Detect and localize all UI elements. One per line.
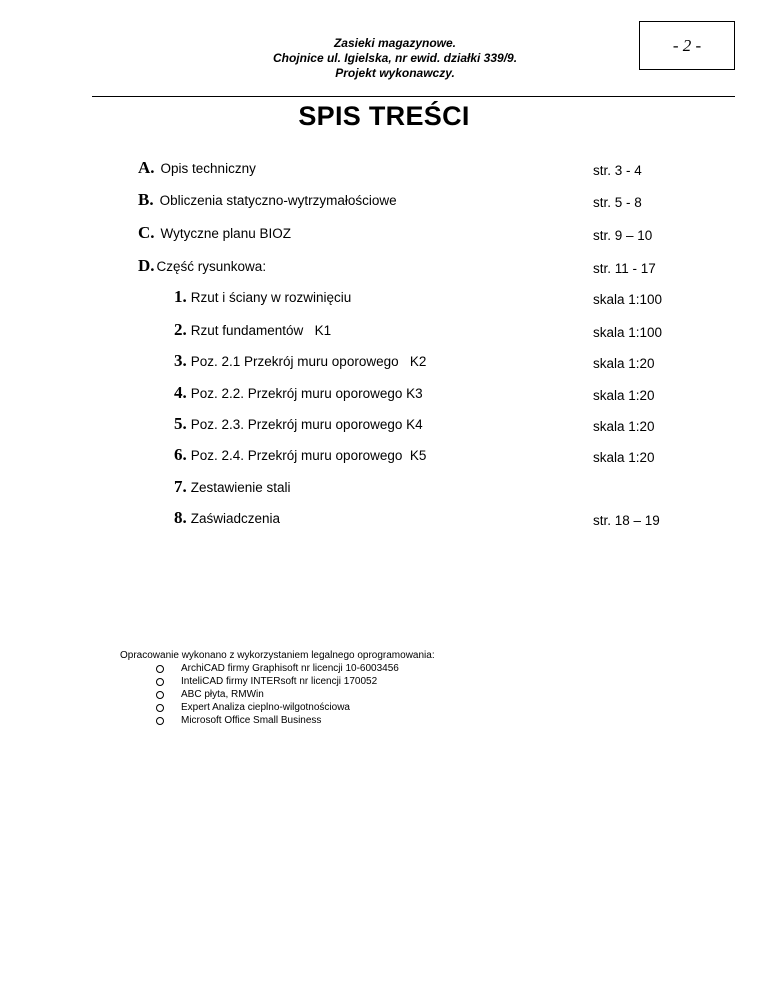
drawing-label: Zestawienie stali [190, 480, 291, 495]
header-project-name: Zasieki magazynowe. [333, 36, 457, 50]
section-letter: A. [138, 158, 155, 177]
toc-drawing-8 [174, 508, 280, 528]
toc-section-d [138, 256, 266, 276]
toc-drawing-6 [174, 445, 426, 465]
drawing-label: Poz. 2.3. Przekrój muru oporowego K4 [190, 417, 423, 432]
section-letter: C. [138, 223, 155, 242]
drawing-label: Zaświadczenia [190, 511, 281, 526]
circle-bullet-icon [156, 678, 164, 686]
drawing-number: 8. [174, 508, 187, 527]
drawing-scale: skala 1:20 [593, 419, 655, 434]
list-item [156, 688, 399, 701]
software-list [156, 662, 399, 727]
page-number: - 2 - [672, 35, 702, 55]
section-label: Obliczenia statyczno-wytrzymałościowe [159, 193, 397, 208]
drawing-scale: str. 18 – 19 [593, 513, 660, 528]
drawing-number: 4. [174, 383, 187, 402]
drawing-number: 3. [174, 351, 187, 370]
software-name: Microsoft Office Small Business [181, 715, 322, 726]
drawing-scale: skala 1:100 [593, 292, 663, 307]
software-intro: Opracowanie wykonano z wykorzystaniem legalnego oprogramowania: [120, 650, 435, 661]
document-header [210, 36, 580, 81]
drawing-scale: skala 1:20 [593, 356, 655, 371]
section-letter: B. [138, 190, 154, 209]
toc-drawing-7 [174, 477, 291, 497]
header-project-type: Projekt wykonawczy. [335, 66, 455, 80]
header-location: Chojnice ul. Igielska, nr ewid. działki 339/9. [272, 51, 518, 65]
list-item [156, 701, 399, 714]
section-pages: str. 5 - 8 [593, 195, 642, 210]
drawing-label: Rzut i ściany w rozwinięciu [190, 290, 352, 305]
page-title: SPIS TREŚCI [298, 101, 470, 131]
toc-section-c [138, 223, 291, 243]
drawing-scale: skala 1:20 [593, 450, 655, 465]
section-pages: str. 11 - 17 [593, 261, 656, 276]
toc-drawing-4 [174, 383, 423, 403]
drawing-number: 5. [174, 414, 187, 433]
header-divider [92, 96, 735, 97]
toc-drawing-5 [174, 414, 423, 434]
drawing-number: 2. [174, 320, 187, 339]
drawing-number: 7. [174, 477, 187, 496]
list-item [156, 675, 399, 688]
drawing-scale: skala 1:20 [593, 388, 655, 403]
software-name: ArchiCAD firmy Graphisoft nr licencji 10-6003456 [181, 663, 399, 674]
list-item [156, 714, 399, 727]
list-item [156, 662, 399, 675]
section-label: Wytyczne planu BIOZ [160, 226, 291, 241]
drawing-number: 1. [174, 287, 187, 306]
software-name: Expert Analiza cieplno-wilgotnościowa [181, 702, 350, 713]
toc-drawing-3 [174, 351, 426, 371]
drawing-label: Rzut fundamentów K1 [190, 323, 332, 338]
section-pages: str. 9 – 10 [593, 228, 653, 243]
circle-bullet-icon [156, 691, 164, 699]
section-label: Opis techniczny [160, 161, 256, 176]
circle-bullet-icon [156, 704, 164, 712]
circle-bullet-icon [156, 665, 164, 673]
toc-section-b [138, 190, 397, 210]
software-name: ABC płyta, RMWin [181, 689, 264, 700]
drawing-scale: skala 1:100 [593, 325, 663, 340]
toc-drawing-1 [174, 287, 351, 307]
page-number-box [639, 21, 735, 70]
toc-drawing-2 [174, 320, 331, 340]
section-pages: str. 3 - 4 [593, 163, 642, 178]
drawing-label: Poz. 2.1 Przekrój muru oporowego K2 [190, 354, 427, 369]
section-label: Część rysunkowa: [156, 259, 267, 274]
section-letter: D. [138, 256, 155, 275]
drawing-label: Poz. 2.4. Przekrój muru oporowego K5 [190, 448, 427, 463]
circle-bullet-icon [156, 717, 164, 725]
drawing-number: 6. [174, 445, 187, 464]
toc-section-a [138, 158, 256, 178]
software-name: InteliCAD firmy INTERsoft nr licencji 170052 [181, 676, 378, 687]
drawing-label: Poz. 2.2. Przekrój muru oporowego K3 [190, 386, 423, 401]
